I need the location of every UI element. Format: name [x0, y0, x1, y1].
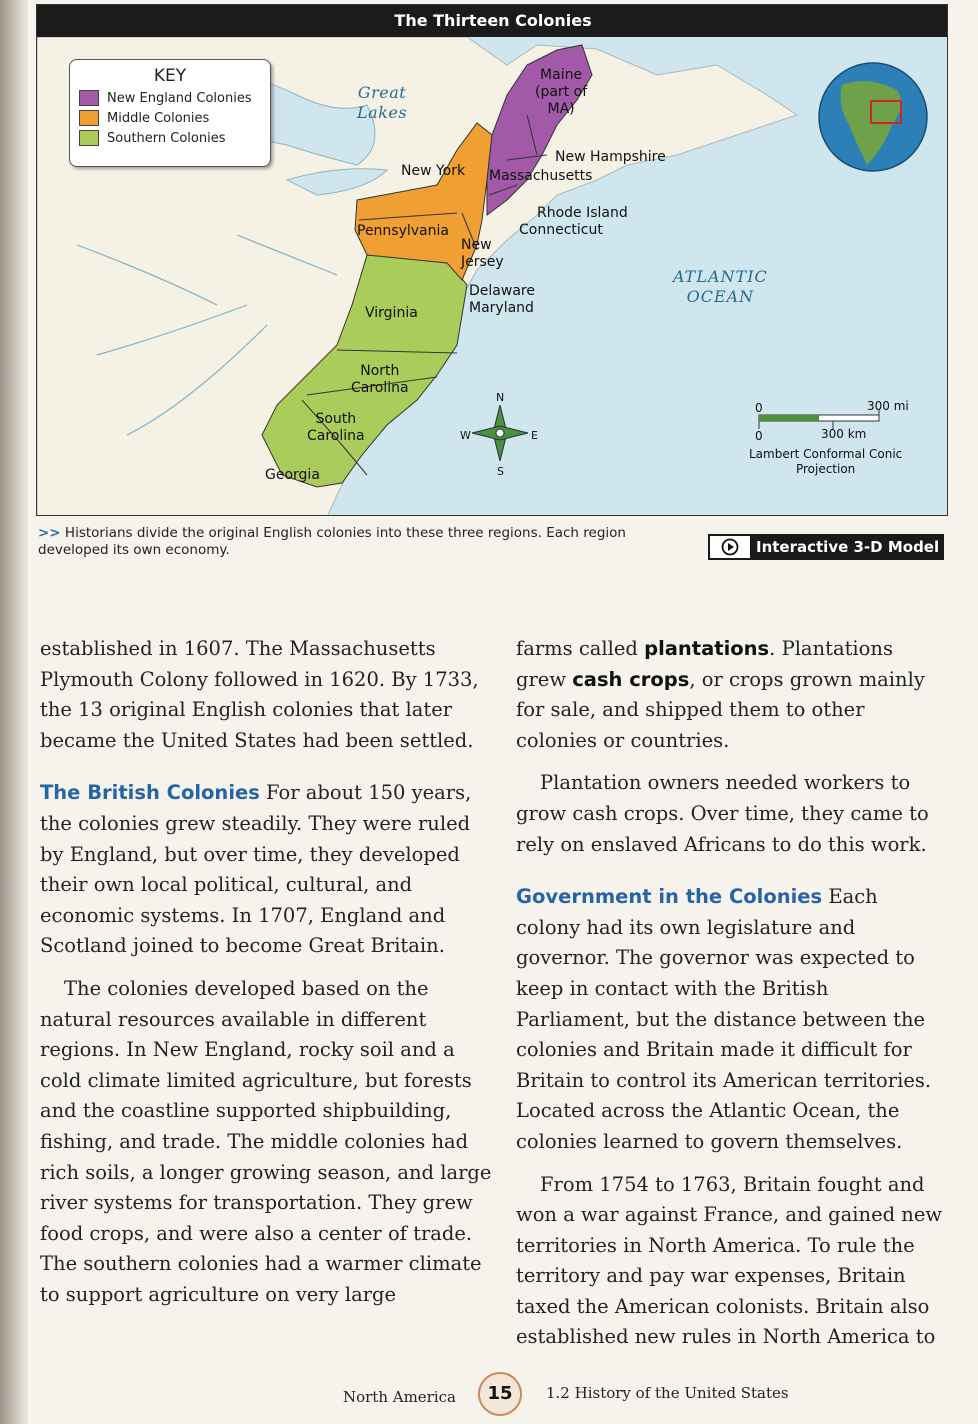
- page-footer: [0, 1372, 978, 1420]
- footer-section-right: 1.2 History of the United States: [546, 1384, 789, 1402]
- compass-rose-icon: [472, 405, 528, 461]
- right-p1-b: . Plantations grew: [516, 637, 893, 691]
- right-text-column: [516, 634, 948, 1365]
- page-number: 15: [478, 1372, 522, 1416]
- play-icon: [710, 536, 750, 558]
- right-paragraph-3: [516, 882, 948, 1157]
- right-p1-c: , or crops grown mainly for sale, and shipped them to other colonies or countries.: [516, 667, 925, 752]
- term-cash-crops: cash crops: [572, 667, 690, 691]
- label-new-york: New York: [401, 163, 466, 179]
- key-label-middle: Middle Colonies: [107, 110, 210, 126]
- label-great-lakes: Great Lakes: [357, 83, 408, 122]
- scale-km-zero: 0: [755, 429, 763, 443]
- label-delaware: Delaware: [469, 283, 535, 299]
- caption-text: Historians divide the original English colonies into these three regions. Each region developed its own economy.: [38, 525, 626, 558]
- label-atlantic-ocean: ATLANTIC OCEAN: [673, 267, 768, 306]
- key-title: KEY: [153, 66, 187, 86]
- interactive-3d-model-label: Interactive 3-D Model: [756, 538, 940, 556]
- key-row-new-england: [79, 90, 270, 106]
- label-new-jersey: New Jersey: [461, 237, 504, 270]
- right-paragraph-1: [516, 634, 948, 756]
- caption-marker: >>: [38, 525, 61, 541]
- map-title: The Thirteen Colonies: [37, 5, 948, 37]
- right-p1-a: farms called: [516, 637, 645, 660]
- scale-projection: Lambert Conformal Conic Projection: [749, 447, 903, 476]
- compass-e: E: [531, 429, 538, 442]
- interactive-3d-model-button[interactable]: [708, 534, 944, 560]
- label-virginia: Virginia: [365, 305, 418, 321]
- label-georgia: Georgia: [265, 467, 320, 483]
- left-paragraph-3: The colonies developed based on the natural resources available in different regions. In New England, rocky soil and a cold climate limited agriculture, but forests and the coastline supported shipbuilding, fishing, and trade. The middle colonies had rich soils, a longer growing season, and large river systems for transportation. They grew food crops, and were also a center of trade. The southern colonies had a warmer climate to support agriculture on very large: [40, 976, 492, 1306]
- label-rhode-island: Rhode Island: [537, 205, 628, 221]
- key-row-middle: [79, 110, 270, 126]
- scale-km-label: 300 km: [821, 427, 867, 441]
- left-paragraph-1: established in 1607. The Massachusetts Plymouth Colony followed in 1620. By 1733, the 13 original English colonies that later became the United States had been settled.: [40, 637, 479, 752]
- scale-mi-label: 300 mi: [867, 399, 909, 413]
- left-paragraph-2: [40, 778, 492, 962]
- term-plantations: plantations: [644, 637, 770, 660]
- right-paragraph-4: From 1754 to 1763, Britain fought and won a war against France, and gained new territories in North America. To rule the territory and pay war expenses, Britain taxed the American colonists. Britain also established new rules in North America to: [516, 1172, 943, 1349]
- heading-government-colonies: Government in the Colonies: [516, 885, 823, 909]
- label-massachusetts: Massachusetts: [489, 168, 593, 184]
- label-north-carolina: North Carolina: [351, 363, 409, 396]
- key-label-new-england: New England Colonies: [107, 90, 252, 106]
- compass-w: W: [460, 429, 471, 442]
- compass-n: N: [496, 391, 505, 404]
- heading-british-colonies: The British Colonies: [40, 781, 260, 805]
- map-key: [69, 59, 271, 167]
- compass-s: S: [497, 465, 504, 478]
- scale-bar: [759, 409, 879, 429]
- scale-mi-zero: 0: [755, 401, 763, 415]
- footer-section-left: North America: [342, 1388, 456, 1406]
- swatch-middle: [79, 110, 99, 126]
- label-new-hampshire: New Hampshire: [555, 149, 666, 165]
- swatch-new-england: [79, 90, 99, 106]
- page-binding-shadow: [0, 0, 28, 1424]
- label-south-carolina: South Carolina: [307, 411, 365, 444]
- key-label-southern: Southern Colonies: [107, 130, 226, 146]
- key-row-southern: [79, 130, 270, 146]
- thirteen-colonies-map: [36, 4, 948, 516]
- right-paragraph-3-text: Each colony had its own legislature and governor. The governor was expected to keep in contact with the British Parliament, but the distance between the colonies and Britain made it difficult for Britain to control its American territories. Located across the Atlantic Ocean, the colonies learned to govern themselves.: [516, 885, 932, 1153]
- swatch-southern: [79, 130, 99, 146]
- label-maine: Maine (part of MA): [535, 67, 588, 117]
- left-paragraph-2-text: For about 150 years, the colonies grew steadily. They were ruled by England, but over time, they developed their own local political, cultural, and economic systems. In 1707, England and Scotland joined to become Great Britain.: [40, 781, 472, 958]
- right-paragraph-2: Plantation owners needed workers to grow cash crops. Over time, they came to rely on enslaved Africans to do this work.: [516, 771, 929, 856]
- label-maryland: Maryland: [469, 300, 534, 316]
- label-pennsylvania: Pennsylvania: [357, 223, 449, 239]
- left-text-column: [40, 634, 492, 1322]
- label-connecticut: Connecticut: [519, 222, 603, 238]
- map-caption: [38, 525, 678, 559]
